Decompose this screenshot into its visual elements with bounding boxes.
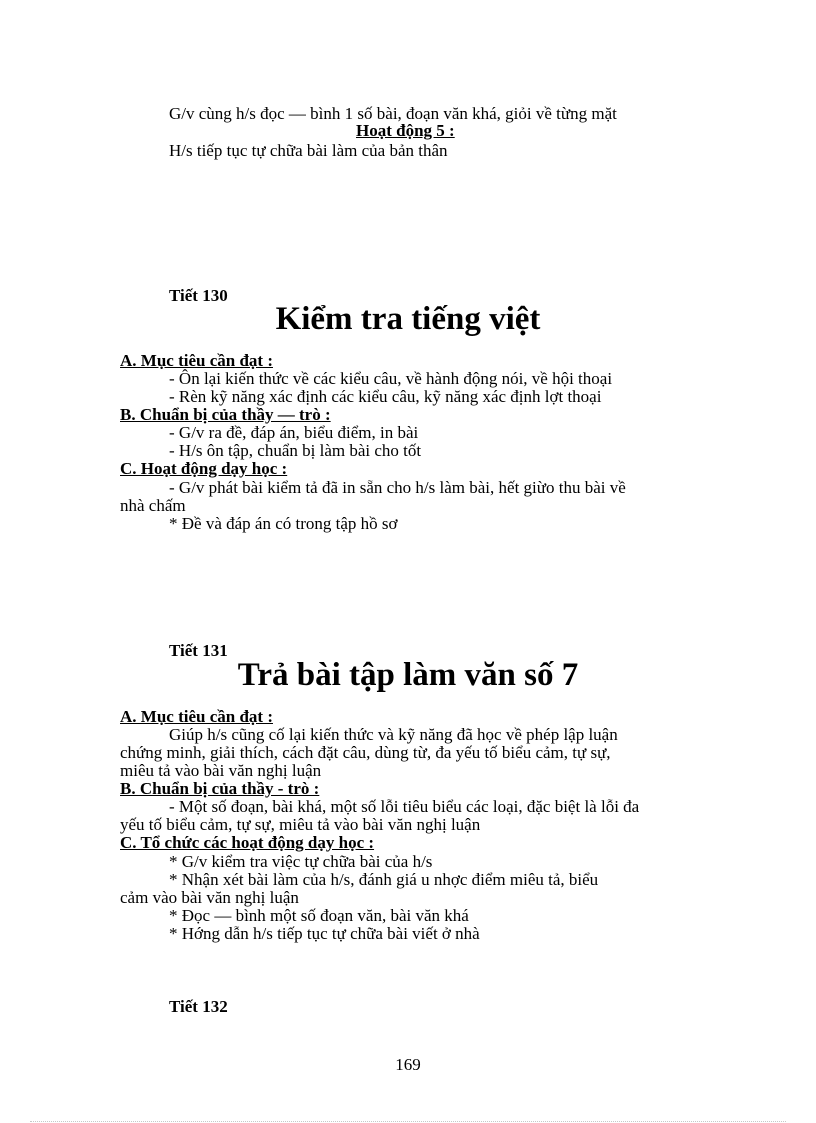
lesson-131-section-c: C. Tổ chức các hoạt động dạy học :	[120, 833, 375, 852]
lesson-130-c-item-1: - G/v phát bài kiểm tả đã in sẵn cho h/s làm bài, hết giừo thu bài về	[169, 478, 626, 497]
lesson-131-b-item-1-cont: yếu tố biểu cảm, tự sự, miêu tả vào bài văn nghị luận	[120, 815, 481, 834]
lesson-130-number: Tiết 130	[169, 286, 228, 305]
lesson-131-c-item-3: * Đọc — bình một số đoạn văn, bài văn khá	[169, 906, 469, 925]
lesson-131-c-item-4: * Hớng dẫn h/s tiếp tục tự chữa bài viết ở nhà	[169, 924, 480, 943]
lesson-130-a-item-1: - Ôn lại kiến thức về các kiểu câu, về hành động nói, về hội thoại	[169, 369, 613, 388]
intro-line-1: G/v cùng h/s đọc — bình 1 số bài, đoạn văn khá, giỏi về từng mặt	[169, 104, 617, 123]
lesson-131-c-item-2: * Nhận xét bài làm của h/s, đánh giá u nhợc điểm miêu tả, biểu	[169, 870, 599, 889]
lesson-132-number: Tiết 132	[169, 997, 228, 1016]
lesson-131-c-item-1: * G/v kiểm tra việc tự chữa bài của h/s	[169, 852, 433, 871]
lesson-130-section-c: C. Hoạt động dạy học :	[120, 459, 288, 478]
page-number: 169	[395, 1055, 421, 1074]
lesson-130-c-item-1-cont: nhà chấm	[120, 496, 186, 515]
lesson-131-a-item-1-cont-1: chứng minh, giải thích, cách đặt câu, dùng từ, đa yếu tố biểu cảm, tự sự,	[120, 743, 611, 762]
lesson-131-a-item-1-cont-2: miêu tả vào bài văn nghị luận	[120, 761, 322, 780]
lesson-130-section-a: A. Mục tiêu cần đạt :	[120, 351, 273, 370]
lesson-130-a-item-2: - Rèn kỹ năng xác định các kiểu câu, kỹ năng xác định lợt thoại	[169, 387, 602, 406]
lesson-130-title: Kiểm tra tiếng việt	[275, 301, 541, 337]
lesson-131-title: Trả bài tập làm văn số 7	[237, 657, 579, 693]
activity-5-heading: Hoạt động 5 :	[356, 121, 455, 140]
lesson-131-section-a: A. Mục tiêu cần đạt :	[120, 707, 273, 726]
page-bottom-border	[30, 1121, 786, 1122]
lesson-131-a-item-1: Giúp h/s cũng cố lại kiến thức và kỹ năng đã học về phép lập luận	[169, 725, 618, 744]
intro-line-2: H/s tiếp tục tự chữa bài làm của bản thân	[169, 141, 448, 160]
lesson-130-c-item-2: * Đề và đáp án có trong tập hồ sơ	[169, 514, 398, 533]
lesson-131-b-item-1: - Một số đoạn, bài khá, một số lỗi tiêu biểu các loại, đặc biệt là lỗi đa	[169, 797, 640, 816]
lesson-130-b-item-2: - H/s ôn tập, chuẩn bị làm bài cho tốt	[169, 441, 422, 460]
lesson-130-b-item-1: - G/v ra đề, đáp án, biểu điểm, in bài	[169, 423, 419, 442]
lesson-130-section-b: B. Chuẩn bị của thầy — trò :	[120, 405, 331, 424]
lesson-131-section-b: B. Chuẩn bị của thầy - trò :	[120, 779, 320, 798]
lesson-131-c-item-2-cont: cảm vào bài văn nghị luận	[120, 888, 299, 907]
lesson-131-number: Tiết 131	[169, 641, 228, 660]
